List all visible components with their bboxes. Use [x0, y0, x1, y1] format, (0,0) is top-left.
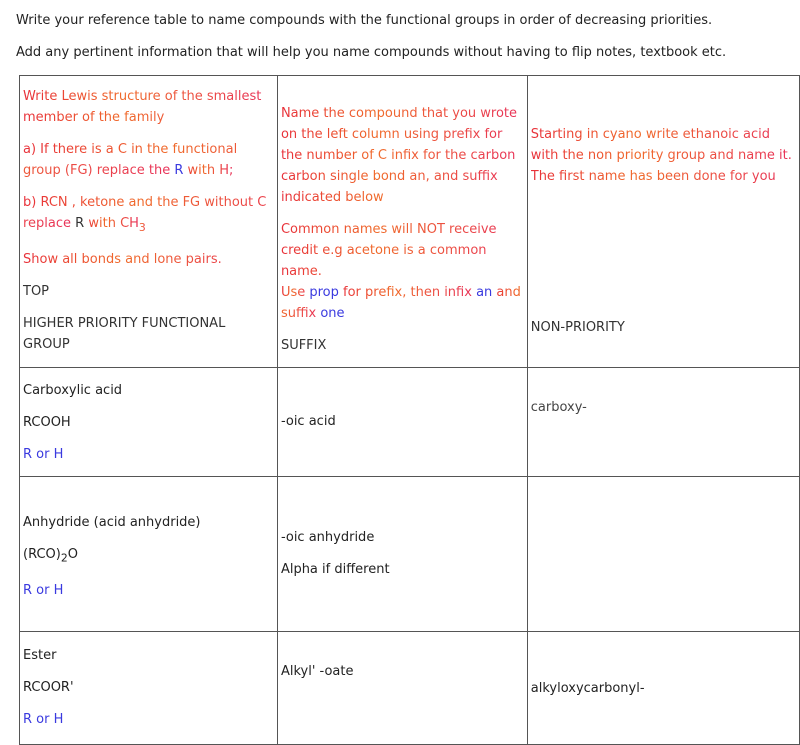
nonpriority-instruction: Starting in cyano write ethanoic acid with the non priority group and name it. The first name has been done for you — [531, 124, 796, 187]
top-label: TOP — [23, 283, 50, 299]
group-name: Ester — [23, 648, 57, 663]
instruction-line-2: Add any pertinent information that will help you name compounds without having to flip notes, textbook etc. — [16, 45, 727, 60]
group-formula: RCOOH — [23, 415, 71, 430]
column-title-nonpriority: NON-PRIORITY — [530, 320, 625, 335]
r-note: R or H — [23, 582, 64, 598]
column-title-functional-group: HIGHER PRIORITY FUNCTIONAL GROUP — [23, 315, 226, 352]
nonpriority-value: alkyloxycarbonyl- — [530, 681, 645, 696]
group-formula: RCOOR' — [23, 680, 74, 695]
rule-a: a) If there is a C in the functional group (FG) replace the R with H; — [23, 142, 238, 178]
naming-instruction: Name the compound that you wrote on the left column using prefix for the number of C infix for the carbon carbon single bond an, and suffix indicated below — [281, 103, 524, 208]
header-col-nonpriority — [527, 76, 799, 368]
header-col-functional-group — [20, 76, 278, 368]
column-title-suffix: SUFFIX — [280, 338, 327, 353]
table-row — [20, 632, 800, 745]
table-row — [20, 368, 800, 477]
suffix-value: -oic anhydride — [280, 530, 375, 545]
table-row — [20, 477, 800, 632]
group-name: Carboxylic acid — [23, 383, 123, 398]
bonds-instruction: Show all bonds and lone pairs. — [23, 249, 274, 270]
r-note: R or H — [23, 447, 64, 462]
group-name: Anhydride (acid anhydride) — [23, 515, 201, 530]
r-note: R or H — [23, 712, 64, 727]
header-col-suffix — [277, 76, 527, 368]
lewis-instruction: Write Lewis structure of the smallest member of the family — [23, 86, 274, 128]
instruction-line-1: Write your reference table to name compounds with the functional groups in order of decreasing priorities. — [16, 13, 713, 28]
rule-b: b) RCN , ketone and the FG without C replace R with $CH_3$ — [23, 195, 267, 234]
example-note: Use prop for prefix, then infix an and suffix one — [280, 285, 521, 321]
header-row — [20, 76, 800, 368]
suffix-value: -oic acid — [280, 414, 336, 429]
nonpriority-value: carboxy- — [530, 400, 587, 415]
group-formula: $(RCO)_2O$ — [23, 547, 78, 565]
common-names-note: Common names will NOT receive credit e.g acetone is a common name. — [281, 219, 524, 282]
reference-table — [19, 75, 800, 745]
suffix-value: Alkyl' -oate — [280, 664, 354, 679]
suffix-note: Alpha if different — [280, 562, 390, 577]
